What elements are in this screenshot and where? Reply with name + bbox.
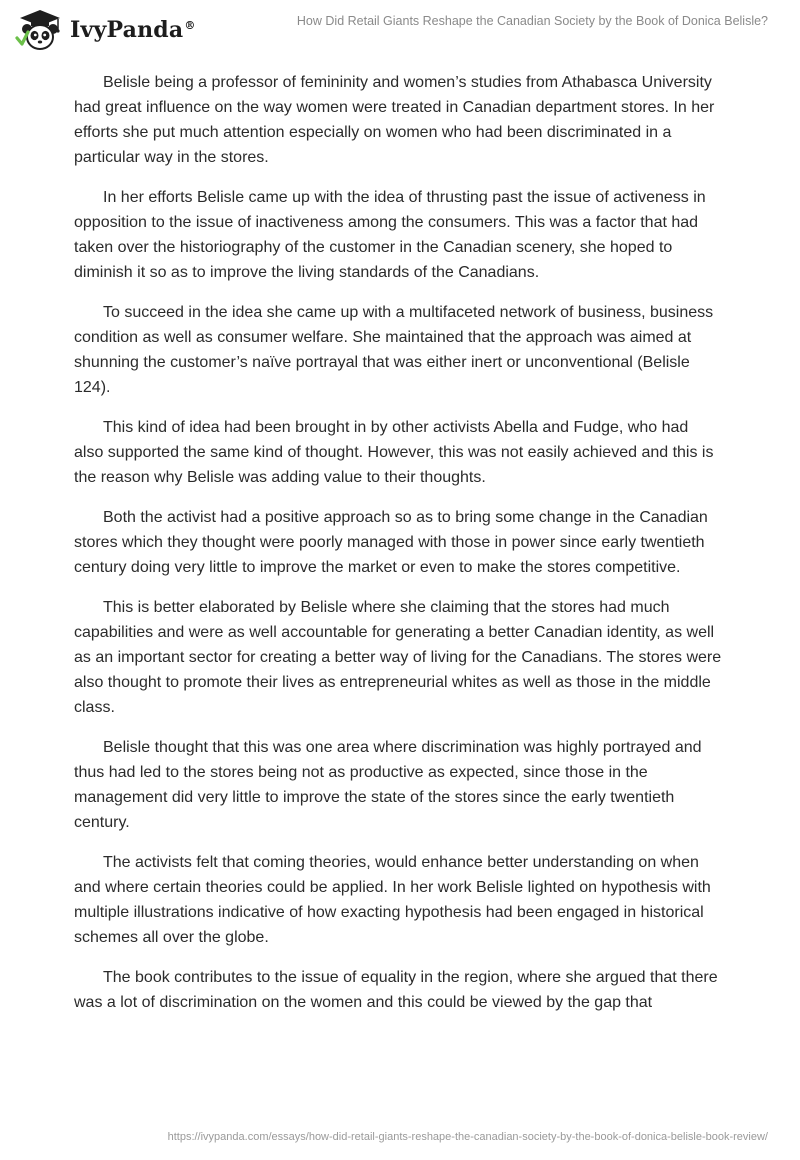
page-header [0,0,800,60]
panda-graduate-icon [14,8,66,52]
registered-mark: ® [184,18,196,32]
logo-text: IvyPanda [70,17,184,43]
paragraph: Belisle thought that this was one area where discrimination was highly portrayed and thus had led to the stores being not as productive as expected, since those in the management did very little to improve the state of the stores since the early twentieth century. [74,739,702,831]
source-url[interactable]: https://ivypanda.com/essays/how-did-retail-giants-reshape-the-canadian-society-by-the-book-of-donica-belisle-book-review/ [167,1131,768,1143]
paragraph: This kind of idea had been brought in by other activists Abella and Fudge, who had also supported the same kind of thought. However, this was not easily achieved and this is the reason why Belisle was adding value to their thoughts. [74,419,714,486]
paragraph: The activists felt that coming theories, would enhance better understanding on when and where certain theories could be applied. In her work Belisle lighted on hypothesis with multiple illustrations indicative of how exacting hypothesis had been engaged in historical schemes all over the globe. [74,854,711,946]
paragraph: In her efforts Belisle came up with the idea of thrusting past the issue of activeness in opposition to the issue of inactiveness among the consumers. This was a factor that had taken over the historiography of the customer in the Canadian scenery, she hoped to diminish it so as to improve the living standards of the Canadians. [74,189,706,281]
paragraph: Belisle being a professor of femininity and women’s studies from Athabasca University had great influence on the way women were treated in Canadian department stores. In her efforts she put much attention especially on women who had been discriminated in a particular way in the stores. [74,74,715,166]
document-title: How Did Retail Giants Reshape the Canadian Society by the Book of Donica Belisle? [296,14,768,28]
logo-wordmark [70,17,196,43]
paragraph: Both the activist had a positive approach so as to bring some change in the Canadian stores which they thought were poorly managed with those in power since early twentieth century doing very little to improve the market or even to make the stores competitive. [74,509,708,576]
paragraph: The book contributes to the issue of equality in the region, where she argued that there was a lot of discrimination on the women and this could be viewed by the gap that [74,969,718,1011]
essay-body [74,70,722,1030]
paragraph: To succeed in the idea she came up with a multifaceted network of business, business condition as well as consumer welfare. She maintained that the approach was aimed at shunning the customer’s naïve portrayal that was either inert or unconventional (Belisle 124). [74,304,714,396]
paragraph: This is better elaborated by Belisle where she claiming that the stores had much capabilities and were as well accountable for generating a better Canadian identity, as well as an important sector for creating a better way of living for the Canadians. The stores were also thought to promote their lives as entrepreneurial whites as well as those in the middle class. [74,599,722,716]
ivypanda-logo[interactable] [14,8,196,52]
